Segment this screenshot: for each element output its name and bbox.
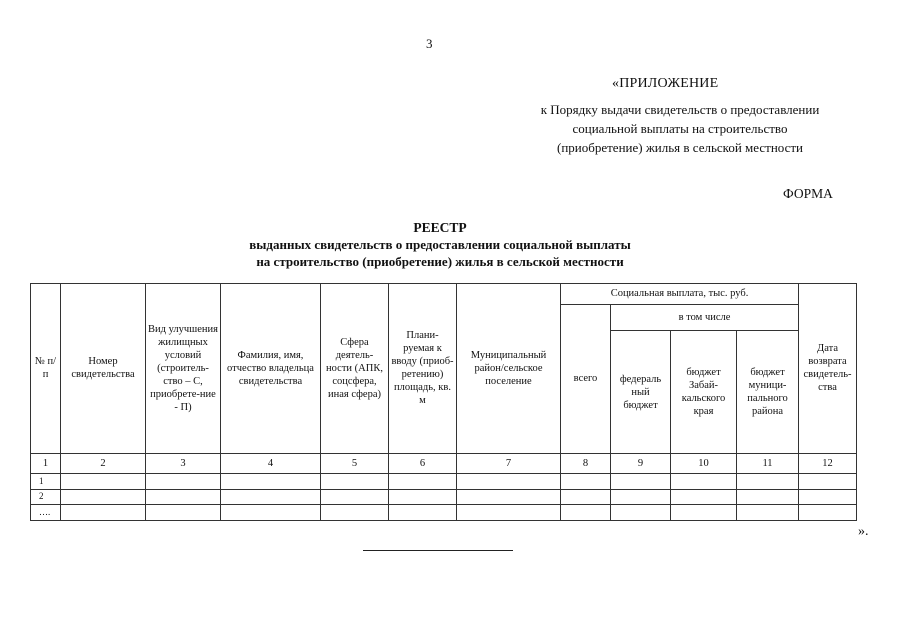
header-return-date: Дата возврата свидетель-ства bbox=[799, 284, 857, 454]
column-number: 7 bbox=[457, 453, 561, 473]
annex-title: «ПРИЛОЖЕНИЕ bbox=[612, 76, 719, 91]
table-row bbox=[31, 473, 857, 489]
header-number: № п/п bbox=[31, 284, 61, 454]
column-number: 9 bbox=[611, 453, 671, 473]
register-table bbox=[30, 283, 857, 521]
annex-line: социальной выплаты на строительство bbox=[572, 121, 788, 136]
register-subtitle-line: на строительство (приобретение) жилья в сельской местности bbox=[256, 254, 624, 269]
row-number: 1 bbox=[31, 473, 61, 489]
header-activity-sphere: Сфера деятель-ности (АПК, соцсфера, иная сфера) bbox=[321, 284, 389, 454]
form-label: ФОРМА bbox=[783, 186, 833, 201]
table-row bbox=[31, 489, 857, 505]
page-number: 3 bbox=[426, 36, 433, 51]
column-number: 3 bbox=[146, 453, 221, 473]
footer-divider bbox=[363, 550, 513, 551]
header-regional-budget: бюджет Забай-кальского края bbox=[671, 331, 737, 454]
column-number: 8 bbox=[561, 453, 611, 473]
annex-line: (приобретение) жилья в сельской местности bbox=[556, 140, 804, 155]
register-title: РЕЕСТР bbox=[413, 220, 467, 235]
header-federal-budget: федераль ный бюджет bbox=[611, 331, 671, 454]
register-subtitle-line: выданных свидетельств о предоставлении социальной выплаты bbox=[249, 237, 631, 252]
header-including: в том числе bbox=[611, 304, 799, 330]
row-number: 2 bbox=[31, 489, 61, 505]
row-number: …. bbox=[31, 505, 61, 521]
column-number: 11 bbox=[737, 453, 799, 473]
header-district-budget: бюджет муници-пального района bbox=[737, 331, 799, 454]
column-number: 5 bbox=[321, 453, 389, 473]
header-municipality: Муниципальный район/сельское поселение bbox=[457, 284, 561, 454]
column-number: 1 bbox=[31, 453, 61, 473]
header-certificate-number: Номер свидетельства bbox=[61, 284, 146, 454]
annex-description bbox=[470, 100, 890, 157]
header-planned-area: Плани-руемая к вводу (приоб-ретению) площадь, кв. м bbox=[389, 284, 457, 454]
header-improvement-type: Вид улучшения жилищных условий (строитель-ство – С, приобрете-ние - П) bbox=[146, 284, 221, 454]
column-number: 6 bbox=[389, 453, 457, 473]
column-number: 2 bbox=[61, 453, 146, 473]
column-number: 4 bbox=[221, 453, 321, 473]
header-total: всего bbox=[561, 304, 611, 453]
column-number: 10 bbox=[671, 453, 737, 473]
closing-mark: ». bbox=[858, 524, 869, 539]
register-subtitle bbox=[140, 236, 740, 270]
column-number: 12 bbox=[799, 453, 857, 473]
table-row bbox=[31, 505, 857, 521]
header-social-payment: Социальная выплата, тыс. руб. bbox=[561, 284, 799, 305]
annex-line: к Порядку выдачи свидетельств о предоставлении bbox=[540, 102, 820, 117]
header-owner-name: Фамилия, имя, отчество владельца свидетельства bbox=[221, 284, 321, 454]
